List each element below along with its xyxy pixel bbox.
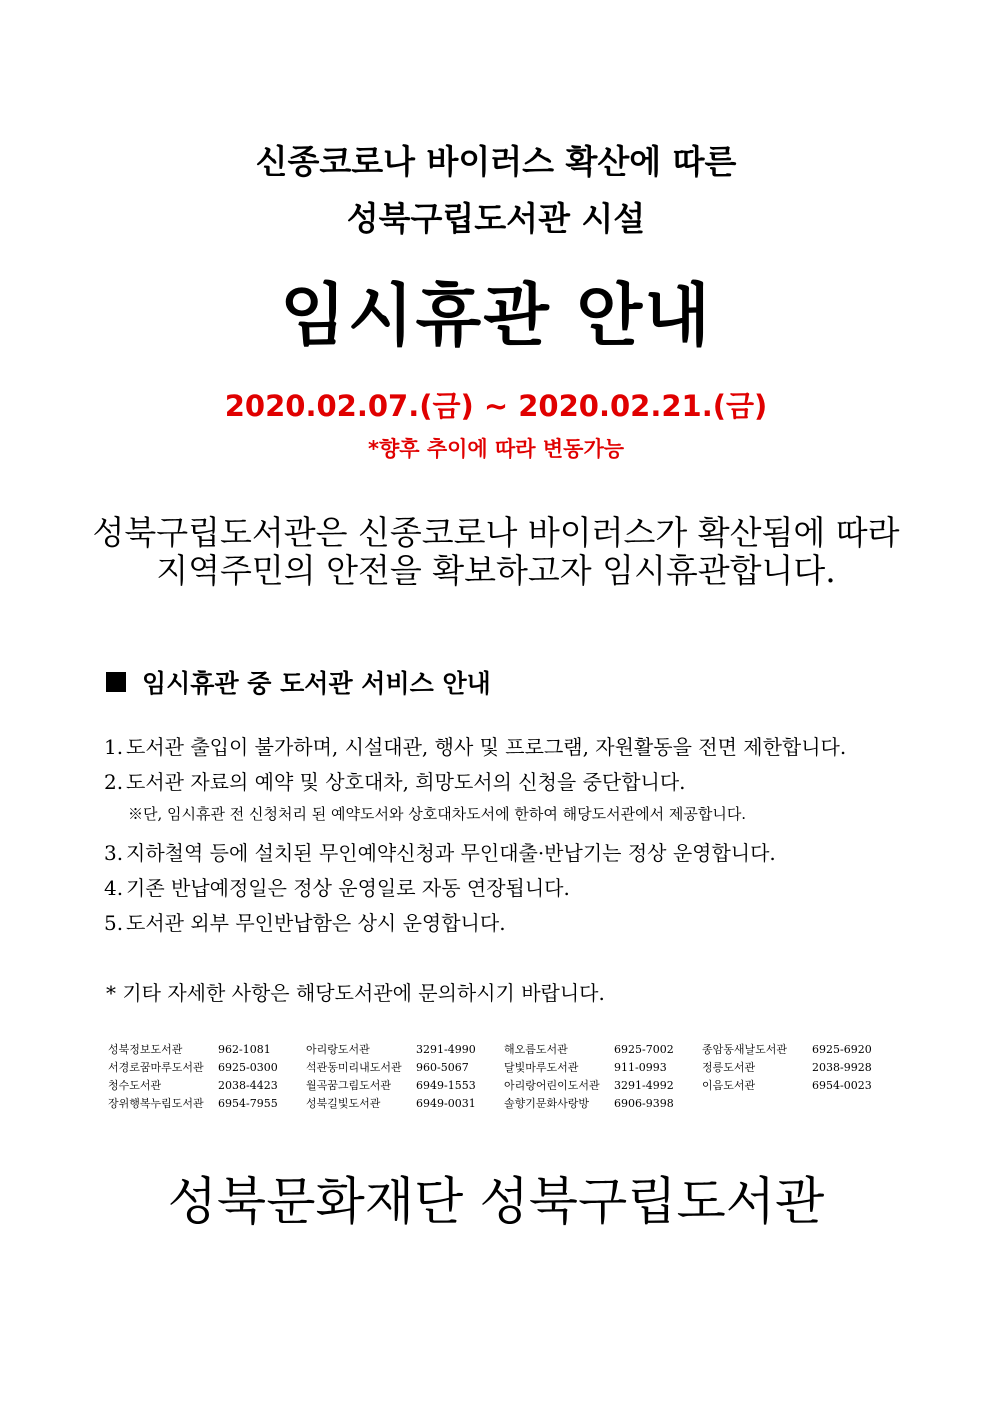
library-name: [702, 1094, 812, 1112]
closure-period: 2020.02.07.(금) ~ 2020.02.21.(금): [224, 389, 768, 423]
service-item-number: 2.: [104, 770, 124, 794]
service-item-text: 도서관 출입이 불가하며, 시설대관, 행사 및 프로그램, 자원활동을 전면 제한합니다.: [126, 735, 847, 759]
service-item: [104, 872, 570, 901]
library-name: 장위행복누림도서관: [108, 1097, 204, 1110]
library-name: 솔향기문화사랑방: [504, 1097, 590, 1110]
library-phone: 6925-7002: [614, 1042, 674, 1056]
library-name: 아리랑도서관: [306, 1043, 370, 1056]
library-name: 정릉도서관: [702, 1061, 756, 1074]
library-name: 달빛마루도서관: [504, 1061, 579, 1074]
table-row: [108, 1058, 900, 1076]
service-item: [104, 907, 506, 936]
library-name: 해오름도서관: [504, 1043, 568, 1056]
table-row: [108, 1094, 900, 1112]
service-item-number: 4.: [104, 876, 124, 900]
service-item-text: 도서관 외부 무인반납함은 상시 운영합니다.: [126, 911, 506, 935]
library-name: 아리랑어린이도서관: [504, 1079, 600, 1092]
library-phone: 911-0993: [614, 1060, 667, 1074]
library-phone: 962-1081: [218, 1042, 271, 1056]
service-item-text: 도서관 자료의 예약 및 상호대차, 희망도서의 신청을 중단합니다.: [126, 770, 686, 794]
main-title: 임시휴관 안내: [280, 277, 712, 356]
library-phone: 6925-0300: [218, 1060, 278, 1074]
library-contact-table: [108, 1040, 900, 1112]
library-phone: 6954-0023: [812, 1078, 872, 1092]
change-notice: *향후 추이에 따라 변동가능: [367, 437, 625, 461]
service-item: [104, 837, 776, 866]
library-phone: 6949-1553: [416, 1078, 476, 1092]
header-line-2: 성북구립도서관 시설: [346, 199, 646, 238]
library-name: 종암동새날도서관: [702, 1043, 788, 1056]
library-phone: 6949-0031: [416, 1096, 476, 1110]
service-item: [104, 731, 846, 760]
table-row: [108, 1040, 900, 1058]
library-phone: 960-5067: [416, 1060, 469, 1074]
service-item: [104, 766, 686, 795]
service-item-number: 3.: [104, 841, 124, 865]
library-name: 청수도서관: [108, 1079, 162, 1092]
library-phone: 3291-4990: [416, 1042, 476, 1056]
library-name: 성북길빛도서관: [306, 1097, 381, 1110]
service-note: ※단, 임시휴관 전 신청처리 된 예약도서와 상호대차도서에 한하여 해당도서관에서 제공합니다.: [128, 805, 747, 823]
intro-line-2: 지역주민의 안전을 확보하고자 임시휴관합니다.: [156, 551, 836, 590]
black-square-icon: [106, 672, 126, 692]
library-phone: 6906-9398: [614, 1096, 674, 1110]
service-item-text: 기존 반납예정일은 정상 운영일로 자동 연장됩니다.: [126, 876, 570, 900]
inquiry-note: * 기타 자세한 사항은 해당도서관에 문의하시기 바랍니다.: [106, 981, 605, 1005]
service-item-text: 지하철역 등에 설치된 무인예약신청과 무인대출·반납기는 정상 운영합니다.: [126, 841, 776, 865]
library-phone: 6925-6920: [812, 1042, 872, 1056]
header-line-1: 신종코로나 바이러스 확산에 따른: [255, 142, 737, 181]
intro-line-1: 성북구립도서관은 신종코로나 바이러스가 확산됨에 따라: [92, 513, 900, 552]
library-phone: 2038-4423: [218, 1078, 278, 1092]
library-phone: [812, 1094, 900, 1112]
footer-organization: 성북문화재단 성북구립도서관: [167, 1173, 825, 1232]
library-name: 석관동미리내도서관: [306, 1061, 402, 1074]
library-name: 월곡꿈그림도서관: [306, 1079, 392, 1092]
library-phone: 2038-9928: [812, 1060, 872, 1074]
service-item-number: 5.: [104, 911, 124, 935]
library-phone: 6954-7955: [218, 1096, 278, 1110]
table-row: [108, 1076, 900, 1094]
library-name: 이음도서관: [702, 1079, 756, 1092]
service-section-heading: [106, 664, 491, 700]
library-name: 서경로꿈마루도서관: [108, 1061, 204, 1074]
service-item-number: 1.: [104, 735, 124, 759]
library-phone: 3291-4992: [614, 1078, 674, 1092]
library-name: 성북정보도서관: [108, 1043, 183, 1056]
service-heading-text: 임시휴관 중 도서관 서비스 안내: [142, 669, 491, 698]
